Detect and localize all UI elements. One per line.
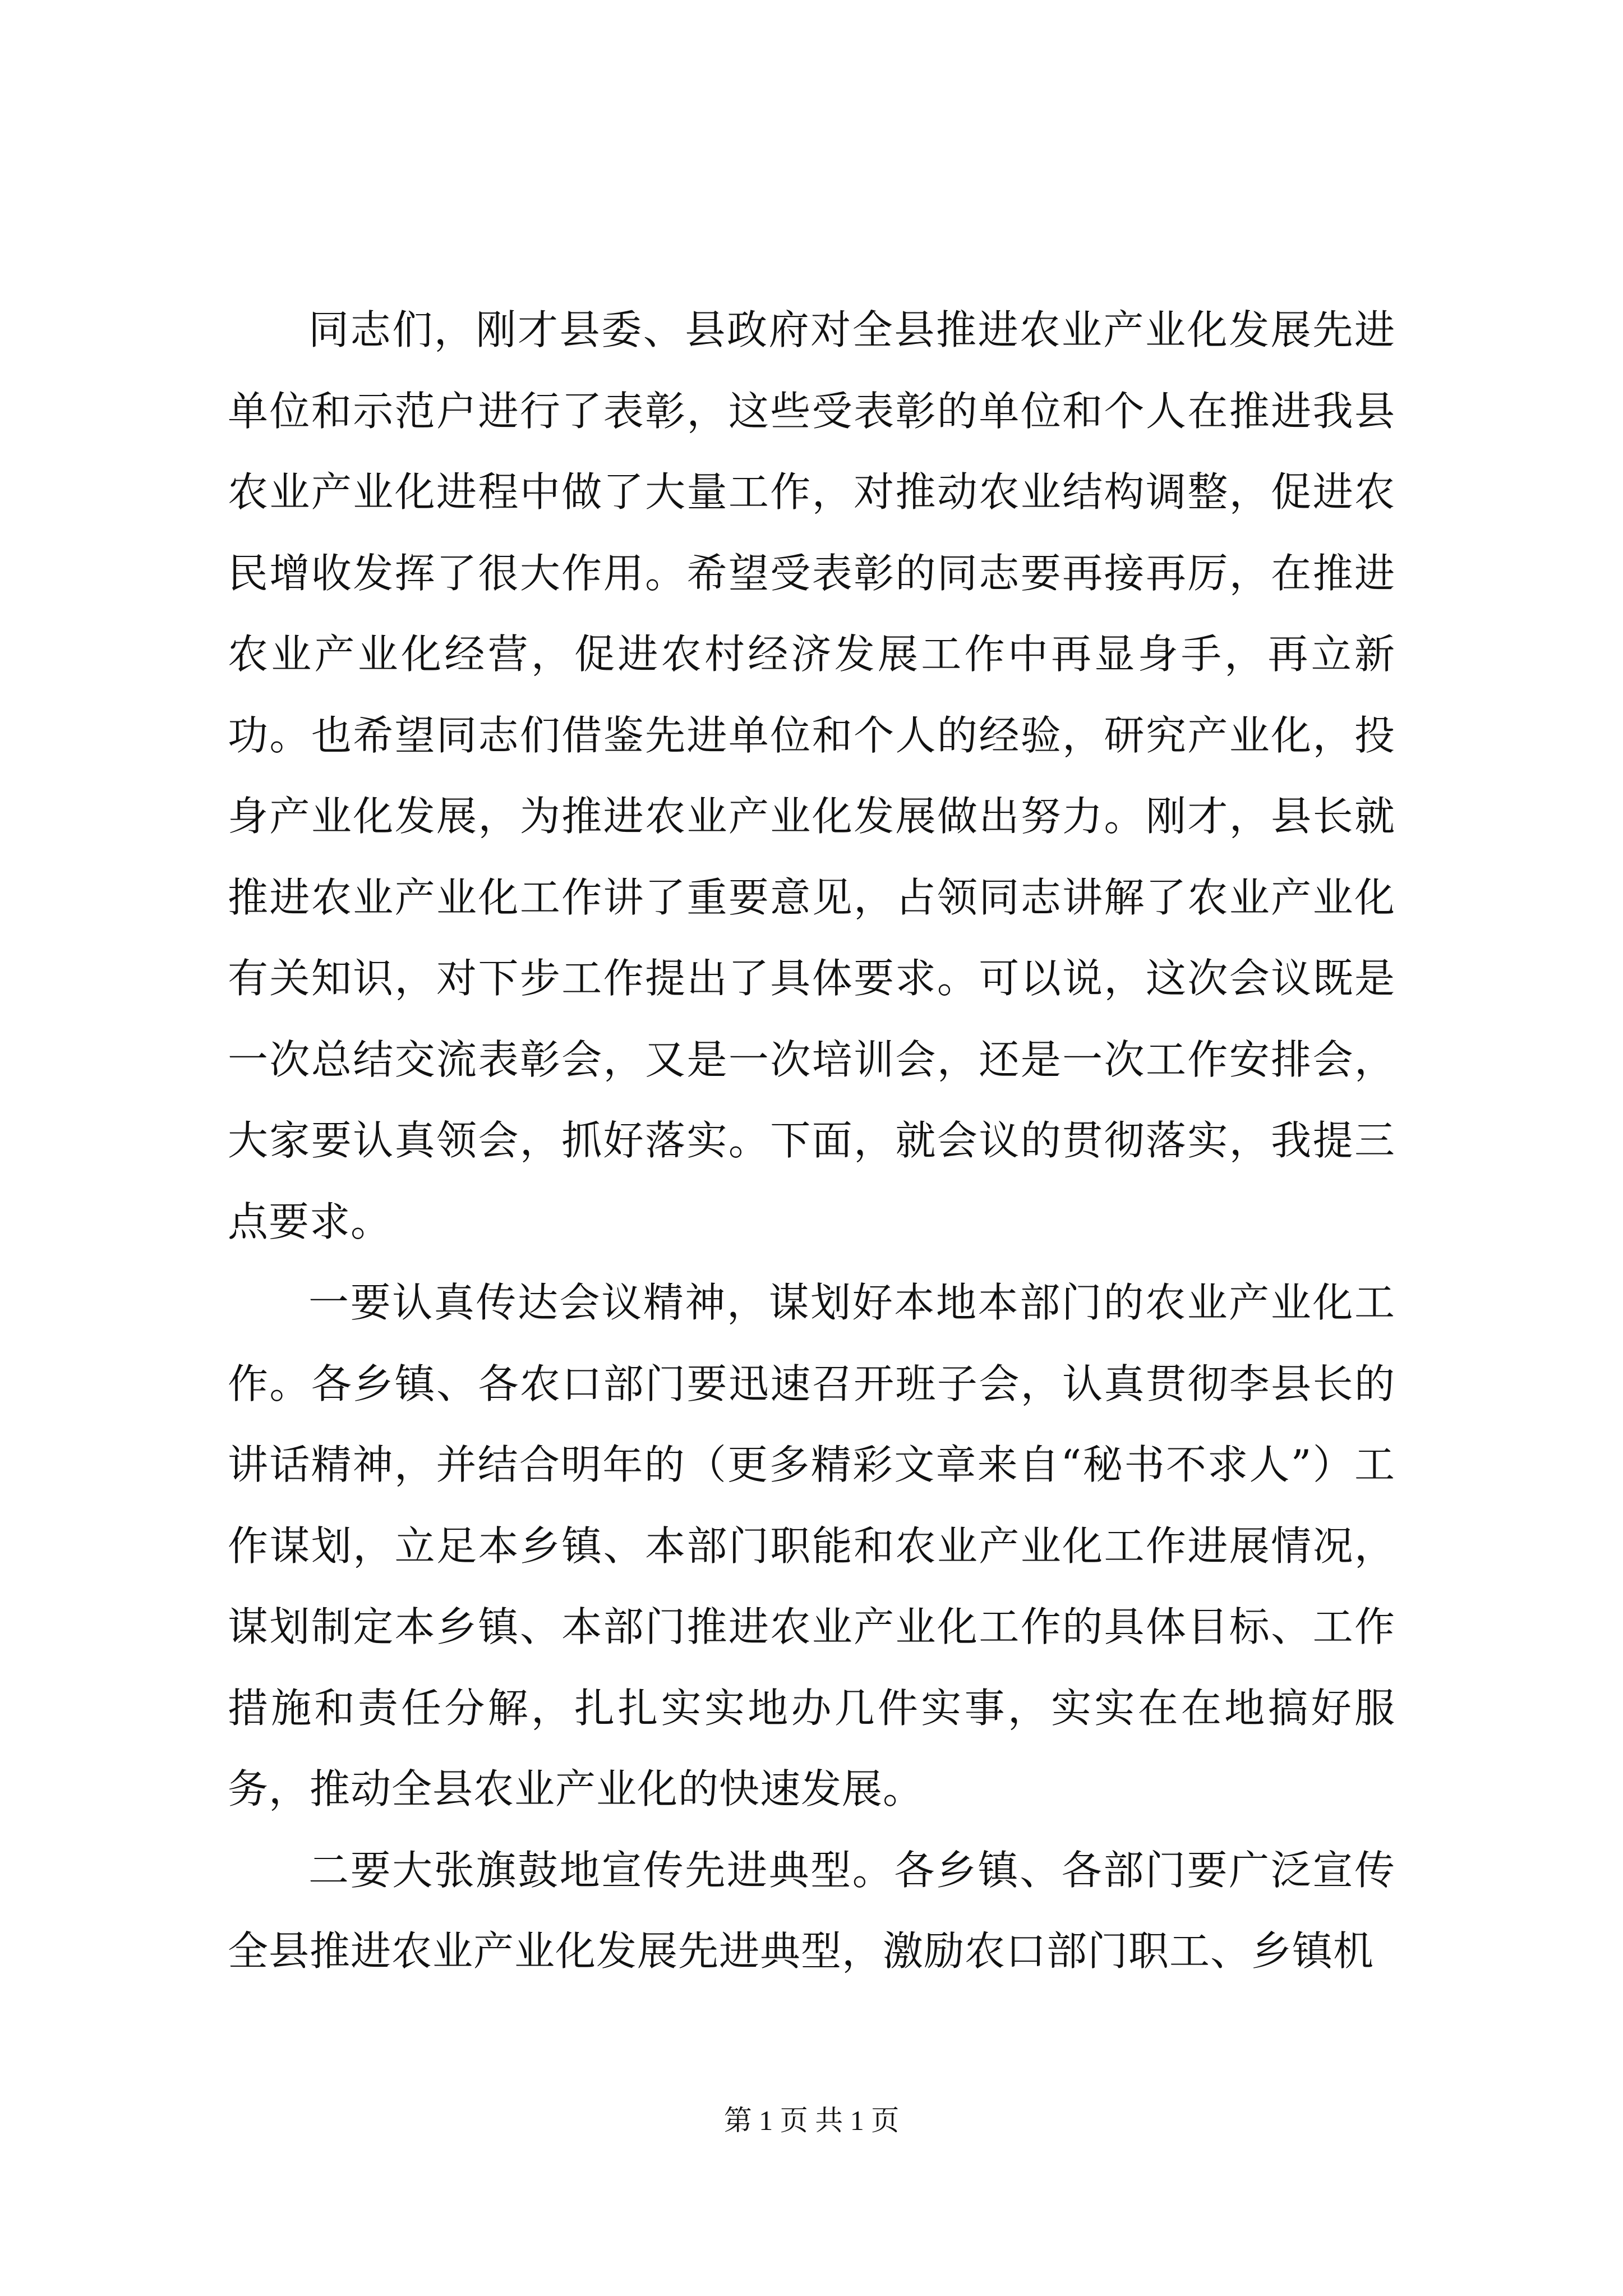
page-footer: 第 1 页 共 1 页 [723, 2105, 900, 2136]
paragraph-opening: 同志们，刚才县委、县政府对全县推进农业产业化发展先进单位和示范户进行了表彰，这些受表彰的单位和个人在推进我县农业产业化进程中做了大量工作，对推动农业结构调整，促进农民增收发挥了很大作用。希望受表彰的同志要再接再厉，在推进农业产业化经营，促进农村经济发展工作中再显身手，再立新功。也希望同志们借鉴先进单位和个人的经验，研究产业化，投身产业化发展，为推进农业产业化发展做出努力。刚才，县长就推进农业产业化工作讲了重要意见，占领同志讲解了农业产业化有关知识，对下步工作提出了具体要求。可以说，这次会议既是一次总结交流表彰会，又是一次培训会，还是一次工作安排会，大家要认真领会，抓好落实。下面，就会议的贯彻落实，我提三点要求。 [228, 306, 1395, 1245]
paragraph-requirement-one: 一要认真传达会议精神，谋划好本地本部门的农业产业化工作。各乡镇、各农口部门要迅速召开班子会，认真贯彻李县长的讲话精神，并结合明年的（更多精彩文章来自“秘书不求人”）工作谋划，立足本乡镇、本部门职能和农业产业化工作进展情况，谋划制定本乡镇、本部门推进农业产业化工作的具体目标、工作措施和责任分解，扎扎实实地办几件实事，实实在在地搞好服务，推动全县农业产业化的快速发展。 [228, 1279, 1395, 1812]
paragraph-requirement-two: 二要大张旗鼓地宣传先进典型。各乡镇、各部门要广泛宣传全县推进农业产业化发展先进典型，激励农口部门职工、乡镇机 [228, 1846, 1395, 1975]
document-body [228, 289, 1395, 1992]
